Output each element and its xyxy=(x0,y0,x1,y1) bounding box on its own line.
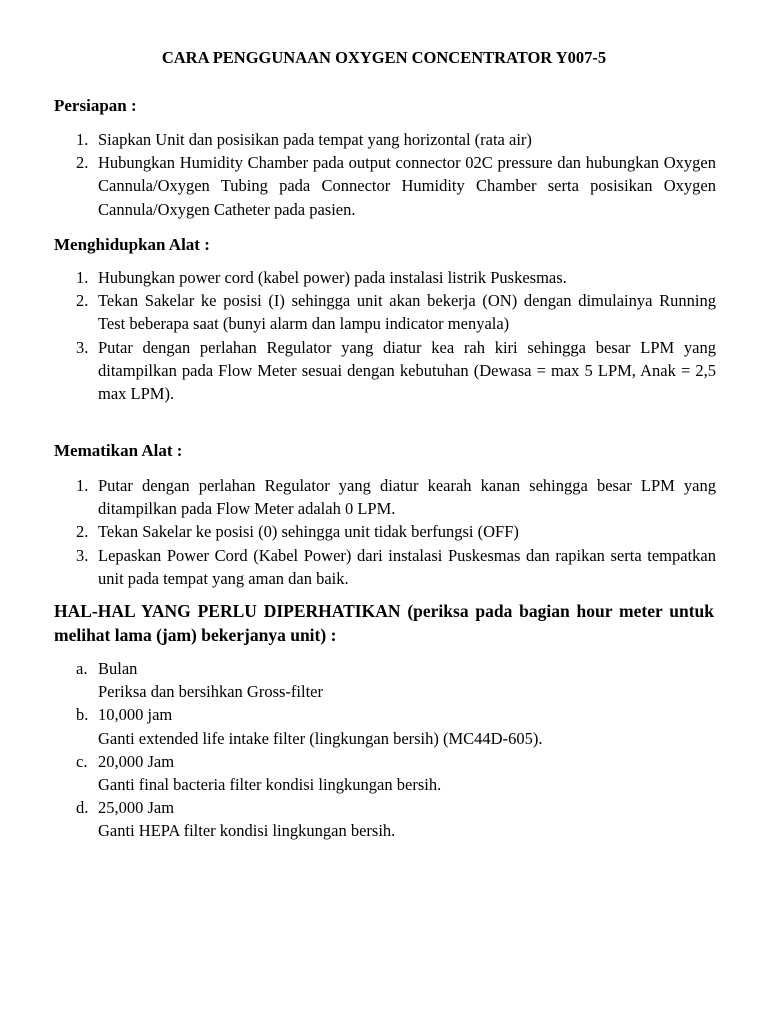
list-marker: d. xyxy=(76,798,89,818)
list-item xyxy=(0,544,716,590)
document-title: CARA PENGGUNAAN OXYGEN CONCENTRATOR Y007-5 xyxy=(161,48,607,67)
list-item-title: 10,000 jam xyxy=(98,705,173,725)
list-item-text: Ganti final bacteria filter kondisi lingkungan bersih. xyxy=(98,775,442,795)
list-marker: 2. xyxy=(76,522,89,542)
list-item-text: Tekan Sakelar ke posisi (0) sehingga unit tidak berfungsi (OFF) xyxy=(98,522,519,542)
list-item-title: Bulan xyxy=(98,659,138,678)
list-item xyxy=(0,520,716,543)
list-item xyxy=(0,796,716,842)
section-heading-mematikan: Mematikan Alat : xyxy=(54,441,183,460)
menghidupkan-list xyxy=(0,266,716,405)
list-marker: 2. xyxy=(76,291,89,311)
list-marker: 3. xyxy=(76,545,89,565)
list-item-title: 20,000 Jam xyxy=(98,751,175,771)
section-heading-menghidupkan: Menghidupkan Alat : xyxy=(54,235,210,254)
list-item-text: Lepaskan Power Cord (Kabel Power) dari instalasi Puskesmas dan rapikan serta tempatkan unit pada tempat yang aman dan baik. xyxy=(98,545,716,588)
list-item xyxy=(0,128,716,151)
list-item-text: Tekan Sakelar ke posisi (I) sehingga unit akan bekerja (ON) dengan dimulainya Running Test beberapa saat (bunyi alarm dan lampu indicator menyala) xyxy=(98,291,716,334)
list-marker: a. xyxy=(76,659,88,678)
section-heading-persiapan: Persiapan : xyxy=(54,96,137,115)
list-item xyxy=(0,474,716,520)
list-marker: 1. xyxy=(76,476,89,495)
list-item-text: Siapkan Unit dan posisikan pada tempat yang horizontal (rata air) xyxy=(98,130,532,149)
list-item-text: Ganti extended life intake filter (lingkungan bersih) (MC44D-605). xyxy=(98,728,543,748)
list-item-text: Hubungkan power cord (kabel power) pada instalasi listrik Puskesmas. xyxy=(98,268,567,287)
list-marker: 3. xyxy=(76,337,89,357)
list-item xyxy=(0,266,716,289)
list-item xyxy=(0,657,716,703)
list-item xyxy=(0,289,716,335)
list-item-text: Hubungkan Humidity Chamber pada output connector 02C pressure dan hubungkan Oxygen Cannula/Oxygen Tubing pada Connector Humidity Chamber serta posisikan Oxygen Cannula/Oxygen Catheter pada pasien. xyxy=(98,153,716,219)
perhatian-list xyxy=(0,657,716,843)
list-item xyxy=(0,703,716,749)
list-item-text: Periksa dan bersihkan Gross-filter xyxy=(98,682,323,702)
section-heading-perhatian: HAL-HAL YANG PERLU DIPERHATIKAN (periksa pada bagian hour meter untuk melihat lama (jam) bekerjanya unit) : xyxy=(54,601,714,645)
list-marker: b. xyxy=(76,705,89,725)
list-item-text: Ganti HEPA filter kondisi lingkungan bersih. xyxy=(98,821,396,841)
persiapan-list xyxy=(0,128,716,221)
list-item-text: Putar dengan perlahan Regulator yang diatur kearah kanan sehingga besar LPM yang ditampilkan pada Flow Meter adalah 0 LPM. xyxy=(98,476,716,519)
list-marker: 2. xyxy=(76,153,89,173)
list-marker: 1. xyxy=(76,268,89,287)
list-item-text: Putar dengan perlahan Regulator yang diatur kea rah kiri sehingga besar LPM yang ditampilkan pada Flow Meter sesuai dengan kebutuhan (Dewasa = max 5 LPM, Anak = 2,5 max LPM). xyxy=(98,337,716,404)
list-item xyxy=(0,336,716,406)
list-item-title: 25,000 Jam xyxy=(98,798,175,818)
mematikan-list xyxy=(0,474,716,590)
list-item xyxy=(0,750,716,796)
list-item xyxy=(0,151,716,221)
list-marker: c. xyxy=(76,751,88,771)
list-marker: 1. xyxy=(76,130,89,149)
